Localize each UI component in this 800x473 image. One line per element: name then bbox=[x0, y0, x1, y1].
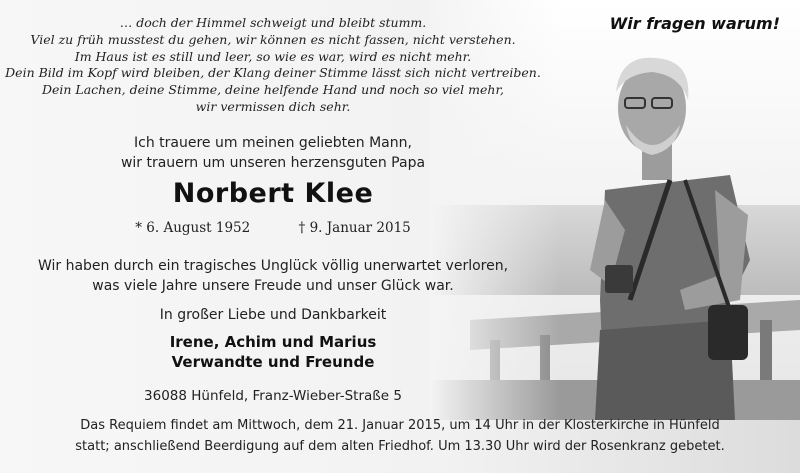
mourners-line: Verwandte und Freunde bbox=[171, 353, 375, 371]
poem-line: Im Haus ist es still und leer, so wie es war, wird es nicht mehr. bbox=[74, 48, 472, 64]
address: 36088 Hünfeld, Franz-Wieber-Straße 5 bbox=[144, 388, 402, 404]
intro-text bbox=[0, 133, 546, 173]
intro-line: wir trauern um unseren herzensguten Papa bbox=[120, 155, 426, 171]
requiem-info bbox=[8, 415, 792, 457]
deceased-name: Norbert Klee bbox=[172, 178, 374, 209]
poem bbox=[0, 15, 546, 116]
poem-line: wir vermissen dich sehr. bbox=[195, 98, 351, 114]
birth-date: * 6. August 1952 bbox=[135, 220, 251, 236]
requiem-line: statt; anschließend Beerdigung auf dem alten Friedhof. Um 13.30 Uhr wird der Rosenkranz gebetet. bbox=[75, 439, 725, 454]
poem-line: Dein Bild im Kopf wird bleiben, der Klang deiner Stimme lässt sich nicht vertreiben. bbox=[5, 65, 541, 81]
poem-line: Dein Lachen, deine Stimme, deine helfende Hand und noch so viel mehr, bbox=[41, 82, 505, 98]
poem-line: … doch der Himmel schweigt und bleibt stumm. bbox=[119, 15, 427, 30]
message-text bbox=[0, 256, 546, 296]
mourners-line: Irene, Achim und Marius bbox=[169, 333, 377, 351]
life-dates bbox=[0, 220, 546, 236]
intro-line: Ich trauere um meinen geliebten Mann, bbox=[134, 135, 412, 151]
message-line: was viele Jahre unsere Freude und unser Glück war. bbox=[92, 278, 454, 294]
message-line: Wir haben durch ein tragisches Unglück völlig unerwartet verloren, bbox=[37, 258, 509, 274]
love-line: In großer Liebe und Dankbarkeit bbox=[159, 307, 387, 323]
poem-line: Viel zu früh musstest du gehen, wir können es nicht fassen, nicht verstehen. bbox=[30, 31, 516, 47]
mourners bbox=[0, 332, 546, 372]
death-date: † 9. Januar 2015 bbox=[298, 220, 411, 236]
tagline: Wir fragen warum! bbox=[609, 14, 780, 33]
requiem-line: Das Requiem findet am Mittwoch, dem 21. Januar 2015, um 14 Uhr in der Klosterkirche in Hünfeld bbox=[80, 418, 720, 433]
